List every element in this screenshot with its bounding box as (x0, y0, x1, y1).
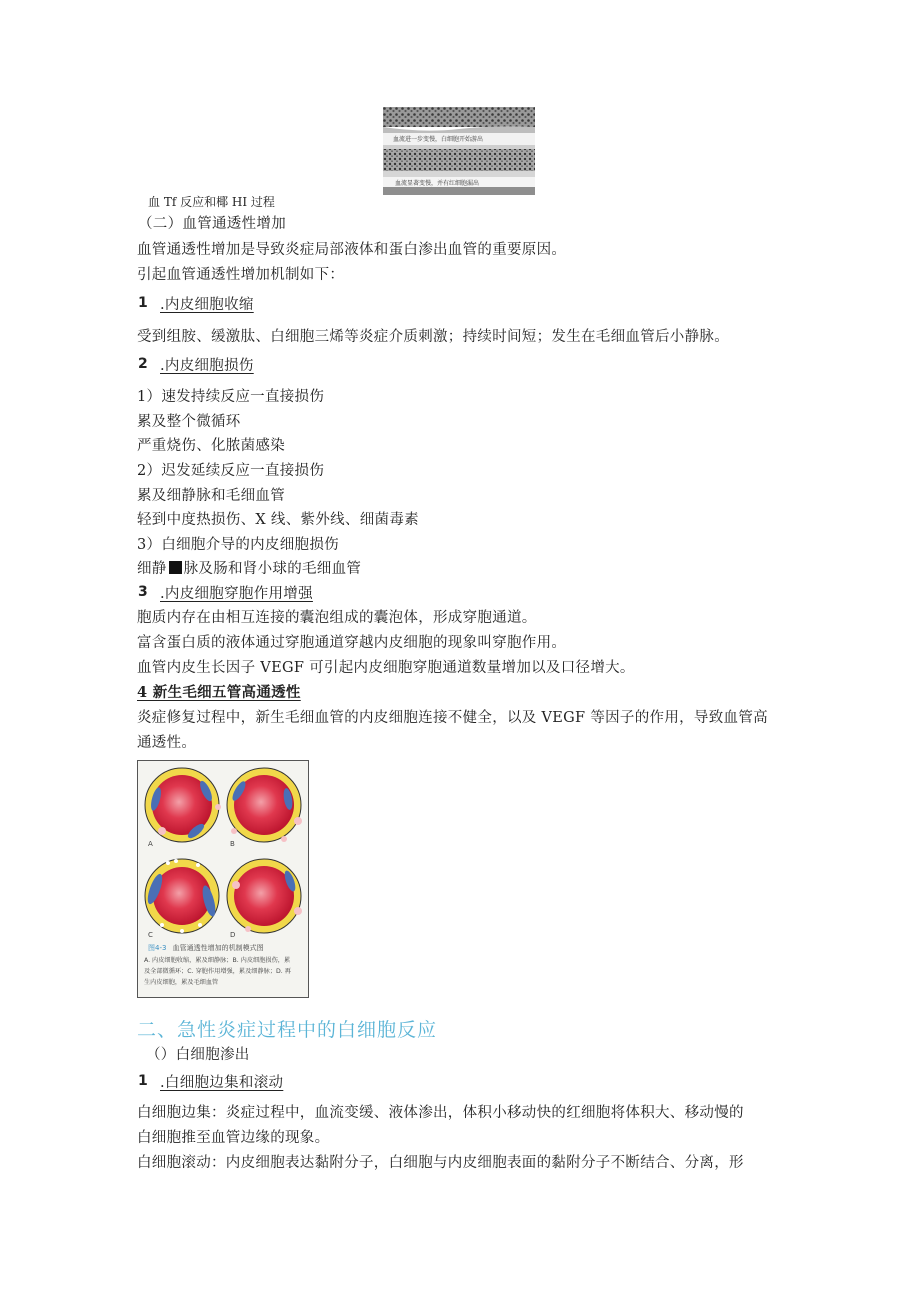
figure1-caption-top: 血流进一步变慢，白细胞开始游出 (393, 136, 484, 143)
section-b-mechanism-lead: 引起血管通透性增加机制如下： (137, 267, 345, 283)
item2-line: 轻到中度热损伤、X 线、紫外线、细菌毒素 (137, 512, 419, 528)
item5-line3: 白细胞滚动：内皮细胞表达黏附分子，白细胞与内皮细胞表面的黏附分子不断结合、分离，形 (137, 1155, 744, 1171)
item1-text: 受到组胺、缓激肽、白细胞三烯等炎症介质刺激；持续时间短；发生在毛细血管后小静脉。 (137, 329, 729, 345)
panel-label-a: A (148, 840, 153, 848)
figure2-title-line (148, 943, 264, 953)
item5-line2: 白细胞推至血管边缘的现象。 (137, 1130, 330, 1146)
figure1-caption-bottom: 血流显著变慢，并有红细胞漏出 (395, 180, 480, 187)
section-b-heading: （二）血管通透性增加 (138, 216, 286, 232)
vessel-diagrams (138, 761, 308, 941)
item2-line: 1）速发持续反应一直接损伤 (137, 389, 325, 405)
figure1-label: 血 Tf 反应和椰 HI 过程 (148, 195, 275, 209)
item2-line: 严重烧伤、化脓菌感染 (137, 438, 285, 454)
item2-number: 2 (138, 356, 148, 372)
panel-label-c: C (148, 931, 153, 939)
figure-vessel-permeability (137, 760, 309, 998)
item5-line1: 白细胞边集：炎症过程中，血流变缓、液体渗出，体积小移动快的红细胞将体积大、移动慢的 (137, 1105, 744, 1121)
item5-number: 1 (138, 1073, 148, 1089)
item2-line: 累及整个微循环 (137, 414, 241, 430)
figure2-caption-line: 生内皮细胞，累及毛细血管 (144, 979, 219, 986)
item2-last-line-a: 细静 (137, 561, 167, 577)
vessel-panel-b (227, 768, 302, 842)
item2-line: 累及细静脉和毛细血管 (137, 488, 285, 504)
item2-last-line-b: 脉及肠和肾小球的毛细血管 (183, 561, 362, 577)
item3-title: .内皮细胞穿胞作用增强 (160, 586, 313, 602)
item1-title: .内皮细胞收缩 (160, 297, 254, 313)
item4-title: 4 新生毛细五管高通透性 (137, 684, 301, 701)
redaction-block (169, 561, 182, 574)
section-2-heading: 二、急性炎症过程中的白细胞反应 (137, 1019, 438, 1041)
item1-number: 1 (138, 295, 148, 311)
figure2-caption-line: A. 内皮细胞收缩，累及细静脉；B. 内皮细胞损伤，累 (144, 957, 291, 964)
panel-label-b: B (230, 840, 235, 848)
item2-line: 2）迟发延续反应一直接损伤 (137, 463, 325, 479)
vessel-panel-a (145, 768, 221, 842)
item2-title: .内皮细胞损伤 (160, 358, 254, 374)
figure2-number: 图4-3 (148, 944, 167, 952)
figure2-title: 血管通透性增加的机制模式图 (172, 944, 264, 952)
item3-number: 3 (138, 584, 148, 600)
vessel-panel-c (145, 859, 219, 933)
section-2-sub: （）白细胞渗出 (146, 1047, 250, 1063)
figure2-caption-line: 及全部微循环；C. 穿胞作用增强，累及细静脉；D. 再 (144, 968, 291, 975)
panel-label-d: D (230, 931, 236, 939)
item2-line: 3）白细胞介导的内皮细胞损伤 (137, 537, 339, 553)
item4-line1: 炎症修复过程中，新生毛细血管的内皮细胞连接不健全，以及 VEGF 等因子的作用，导致血管高 (137, 710, 768, 726)
item4-line2: 通透性。 (137, 735, 197, 751)
item3-line: 胞质内存在由相互连接的囊泡组成的囊泡体，形成穿胞通道。 (137, 610, 537, 626)
figure-histology (383, 107, 535, 195)
item5-title: .白细胞边集和滚动 (160, 1075, 284, 1091)
item3-line: 富含蛋白质的液体通过穿胞通道穿越内皮细胞的现象叫穿胞作用。 (137, 635, 567, 651)
vessel-panel-d (227, 859, 302, 933)
section-b-intro: 血管通透性增加是导致炎症局部液体和蛋白渗出血管的重要原因。 (137, 242, 567, 258)
item2-last-line (137, 557, 361, 578)
item3-line: 血管内皮生长因子 VEGF 可引起内皮细胞穿胞通道数量增加以及口径增大。 (137, 660, 635, 676)
